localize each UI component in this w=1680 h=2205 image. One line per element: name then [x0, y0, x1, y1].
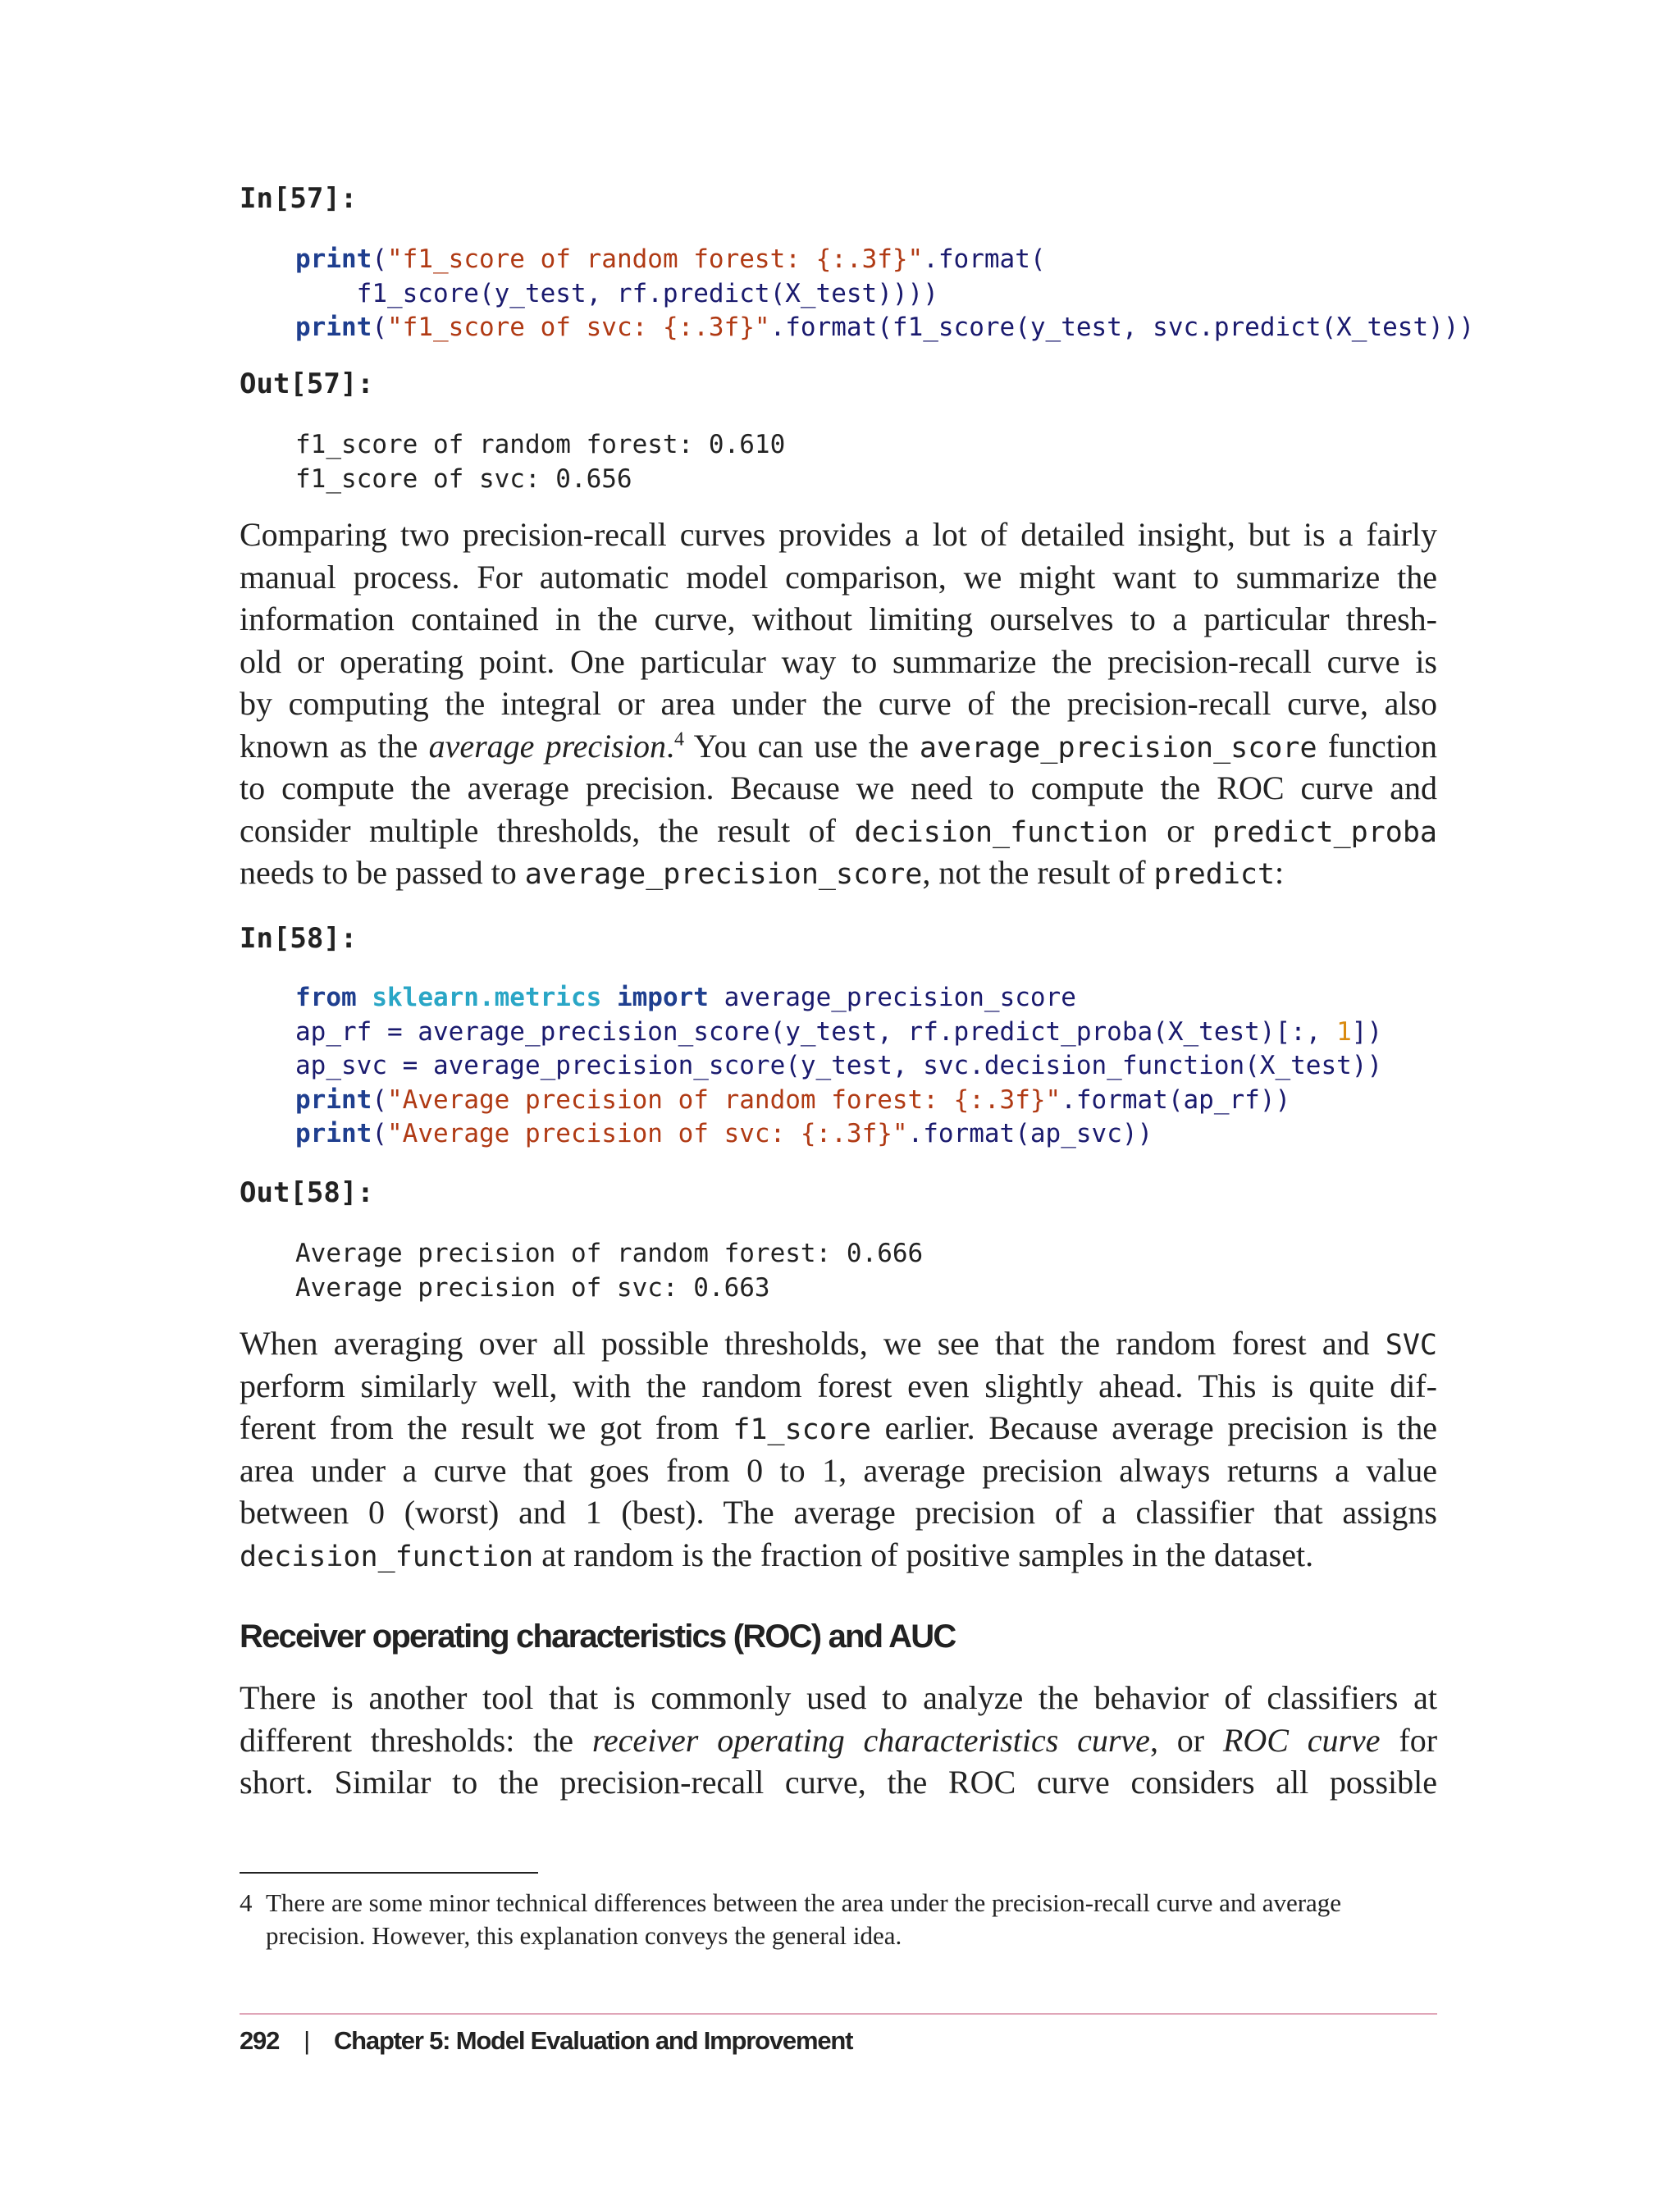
code-line: print("f1_score of random forest: {:.3f}".format( — [295, 244, 1046, 274]
footnote-number: 4 — [240, 1888, 253, 1917]
text-line: perform similarly well, with the random forest even slightly ahead. This is quite dif- — [240, 1367, 1437, 1404]
text-line: short. Similar to the precision-recall curve, the ROC curve considers all possible — [240, 1764, 1437, 1801]
footnote-ref: 4 — [673, 728, 684, 751]
text-line: consider multiple thresholds, the result of decision_function or predict_proba — [240, 811, 1437, 849]
text-line: There is another tool that is commonly used to analyze the behavior of classifiers at — [240, 1679, 1437, 1716]
cell-label-out58: Out[58]: — [240, 1176, 374, 1209]
page-footer — [240, 2025, 852, 2057]
code-line: ap_rf = average_precision_score(y_test, rf.predict_proba(X_test)[:, 1]) — [295, 1016, 1383, 1047]
text-line: information contained in the curve, without limiting ourselves to a particular thresh- — [240, 600, 1437, 637]
text-line: Comparing two precision-recall curves provides a lot of detailed insight, but is a fairly — [240, 516, 1437, 553]
text-line: needs to be passed to average_precision_score, not the result of predict: — [240, 854, 1285, 891]
output-line: Average precision of random forest: 0.666 — [295, 1239, 924, 1268]
output-line: Average precision of svc: 0.663 — [295, 1272, 770, 1303]
text-line: between 0 (worst) and 1 (best). The average precision of a classifier that assigns — [240, 1494, 1437, 1531]
text-line: area under a curve that goes from 0 to 1, average precision always returns a value — [240, 1451, 1437, 1489]
footer-rule — [240, 2013, 1437, 2015]
code-block-in58 — [295, 981, 1382, 1152]
paragraph-roc-intro — [240, 1677, 1437, 1804]
footnote-rule — [240, 1872, 538, 1874]
chapter-title: Chapter 5: Model Evaluation and Improvement — [333, 2026, 853, 2055]
paragraph-averaging-thresholds — [240, 1322, 1437, 1576]
code-line: from sklearn.metrics import average_precision_score — [295, 983, 1076, 1012]
output-line: f1_score of random forest: 0.610 — [295, 430, 786, 459]
footnote-text: There are some minor technical differences between the area under the precision-recall curve and average — [266, 1888, 1342, 1917]
cell-label-in57: In[57]: — [240, 182, 358, 215]
footnote-text: precision. However, this explanation conveys the general idea. — [266, 1921, 902, 1950]
output-block-out57 — [295, 428, 785, 496]
section-heading: Receiver operating characteristics (ROC) and AUC — [240, 1618, 956, 1655]
text-line: ferent from the result we got from f1_score earlier. Because average precision is the — [240, 1409, 1437, 1446]
footnote — [240, 1887, 1437, 1952]
text-line: different thresholds: the receiver operating characteristics curve, or ROC curve for — [240, 1721, 1437, 1759]
code-line: print("f1_score of svc: {:.3f}".format(f1_score(y_test, svc.predict(X_test))) — [295, 313, 1475, 342]
cell-label-in58: In[58]: — [240, 922, 358, 955]
text-line: decision_function at random is the fraction of positive samples in the dataset. — [240, 1536, 1314, 1573]
footer-separator: | — [304, 2026, 309, 2055]
text-line: to compute the average precision. Because we need to compute the ROC curve and — [240, 769, 1437, 806]
text-line: old or operating point. One particular way to summarize the precision-recall curve is — [240, 642, 1437, 680]
text-line: manual process. For automatic model comparison, we might want to summarize the — [240, 558, 1437, 596]
cell-label-out57: Out[57]: — [240, 368, 374, 400]
output-block-out58 — [295, 1237, 923, 1305]
output-line: f1_score of svc: 0.656 — [295, 463, 632, 494]
code-line: print("Average precision of random forest: {:.3f}".format(ap_rf)) — [295, 1084, 1291, 1115]
book-page — [240, 0, 1475, 2205]
code-line: f1_score(y_test, rf.predict(X_test)))) — [295, 278, 938, 308]
text-line: by computing the integral or area under the curve of the precision-recall curve, also — [240, 685, 1437, 722]
text-line: When averaging over all possible thresholds, we see that the random forest and SVC — [240, 1325, 1437, 1362]
paragraph-average-precision — [240, 514, 1437, 894]
text-line: known as the average precision.$^4$ You can use the average_precision_score function — [240, 727, 1437, 765]
code-line: ap_svc = average_precision_score(y_test, svc.decision_function(X_test)) — [295, 1051, 1383, 1080]
code-block-in57 — [295, 243, 1474, 345]
code-line: print("Average precision of svc: {:.3f}".format(ap_svc)) — [295, 1119, 1153, 1148]
page-number: 292 — [240, 2026, 280, 2055]
